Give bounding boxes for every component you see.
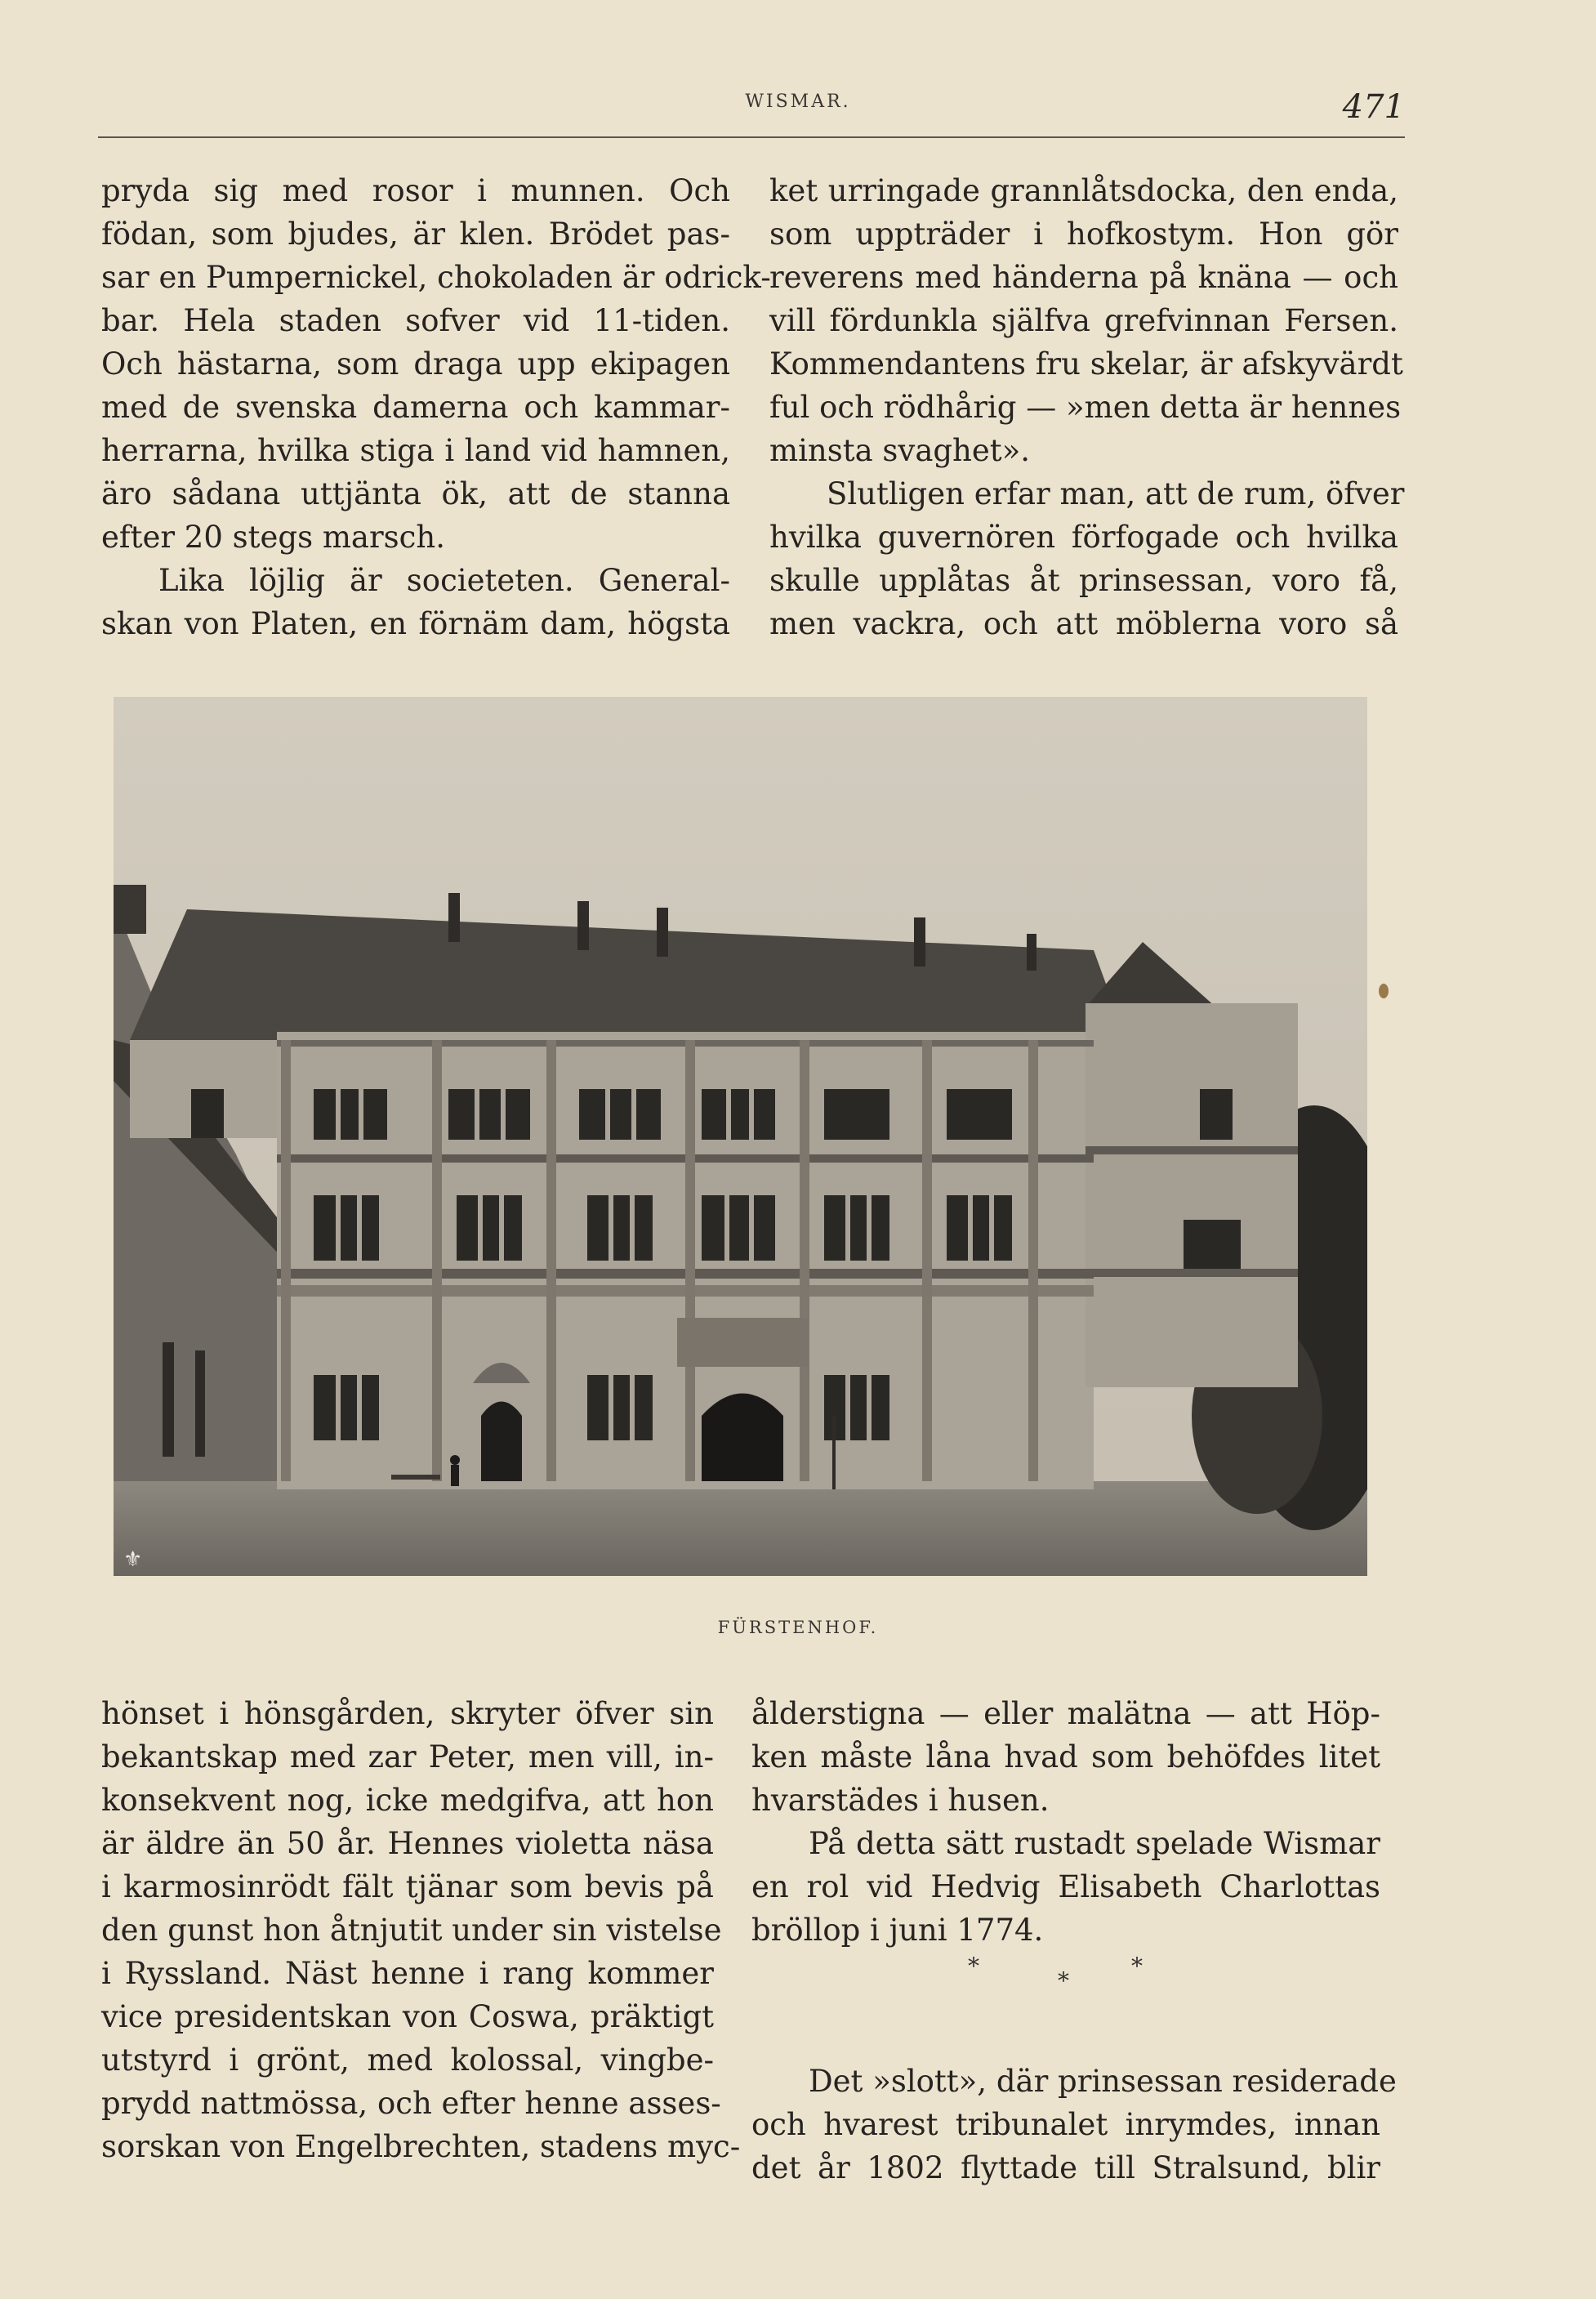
page-number: 471 [1342,88,1405,126]
asterisk: * [1131,1953,1143,1980]
paragraph [751,1692,1380,1822]
text-line: prydd nattmössa, och efter henne asses- [101,2086,721,2121]
text-line: reverens med händerna på knäna — och [769,260,1398,295]
paragraph [101,1692,741,2168]
text-line: efter 20 stegs marsch. [101,520,445,555]
text-line: ful och rödhårig — »men detta är hennes [769,390,1402,425]
text-line: vice presidentskan von Coswa, präktigt [101,1999,714,2034]
text-line: den gunst hon åtnjutit under sin vistelse [101,1913,722,1948]
photo-furstenhof [114,697,1367,1576]
text-line: bar. Hela staden sofver vid 11-tiden. [101,303,730,338]
text-line: det år 1802 flyttade till Stralsund, blir [751,2150,1380,2185]
paragraph [751,2060,1397,2190]
svg-text:⚜: ⚜ [123,1547,143,1572]
figure-caption: FÜRSTENHOF. [717,1618,879,1637]
text-line: Lika löjlig är societeten. General- [158,563,730,598]
building-illustration [114,697,1367,1576]
text-line: skan von Platen, en förnäm dam, högsta [101,606,730,641]
text-line: i Ryssland. Näst henne i rang kommer [101,1956,714,1991]
text-line: ket urringade grannlåtsdocka, den enda, [769,173,1398,208]
paragraph [769,472,1405,645]
text-column-bottom-right [751,1692,1397,2190]
text-line: som uppträder i hofkostym. Hon gör [769,217,1398,252]
text-line: hönset i hönsgården, skryter öfver sin [101,1696,714,1731]
text-line: Kommendantens fru skelar, är afskyvärdt [769,346,1403,382]
text-line: men vackra, och att möblerna voro så [769,606,1398,641]
asterisk: * [1058,1967,1069,1994]
paragraph [769,169,1403,472]
text-line: en rol vid Hedvig Elisabeth Charlottas [751,1869,1380,1904]
text-line: hvarstädes i husen. [751,1783,1050,1818]
text-line: konsekvent nog, icke medgifva, att hon [101,1783,714,1818]
text-line: i karmosinrödt fält tjänar som bevis på [101,1869,714,1904]
paragraph [751,1822,1380,1952]
text-line: och hvarest tribunalet inrymdes, innan [751,2107,1380,2142]
text-line: Och hästarna, som draga upp ekipagen [101,346,730,382]
text-line: Det »slott», där prinsessan residerade [809,2064,1397,2099]
text-line: vill fördunkla själfva grefvinnan Fersen. [769,303,1398,338]
text-line: sorskan von Engelbrechten, stadens myc- [101,2129,741,2164]
text-line: bekantskap med zar Peter, men vill, in- [101,1739,714,1774]
text-line: pryda sig med rosor i munnen. Och [101,173,730,208]
ink-smudge [1379,984,1389,998]
text-line: äro sådana uttjänta ök, att de stanna [101,476,730,511]
running-title: WISMAR. [745,92,851,112]
text-line: herrarna, hvilka stiga i land vid hamnen, [101,433,730,468]
paragraph [101,169,771,559]
text-line: är äldre än 50 år. Hennes violetta näsa [101,1826,714,1861]
text-line: födan, som bjudes, är klen. Brödet pas- [101,217,730,252]
text-line: ålderstigna — eller malätna — att Höp- [751,1696,1380,1731]
text-line: ken måste låna hvad som behöfdes litet [751,1739,1380,1774]
text-line: skulle upplåtas åt prinsessan, voro få, [769,563,1398,598]
paragraph [101,559,730,645]
text-line: minsta svaghet». [769,433,1031,468]
text-line: bröllop i juni 1774. [751,1913,1044,1948]
text-column-bottom-left [101,1692,741,2168]
text-line: På detta sätt rustadt spelade Wismar [809,1826,1380,1861]
header-rule [98,136,1405,138]
text-line: Slutligen erfar man, att de rum, öfver [827,476,1405,511]
text-column-top-right [769,169,1405,645]
text-column-top-left [101,169,771,645]
section-break [939,1953,1266,2002]
text-line: med de svenska damerna och kammar- [101,390,730,425]
text-line: sar en Pumpernickel, chokoladen är odrick- [101,260,771,295]
text-line: hvilka guvernören förfogade och hvilka [769,520,1398,555]
text-line: utstyrd i grönt, med kolossal, vingbe- [101,2042,714,2078]
asterisk: * [968,1953,979,1980]
